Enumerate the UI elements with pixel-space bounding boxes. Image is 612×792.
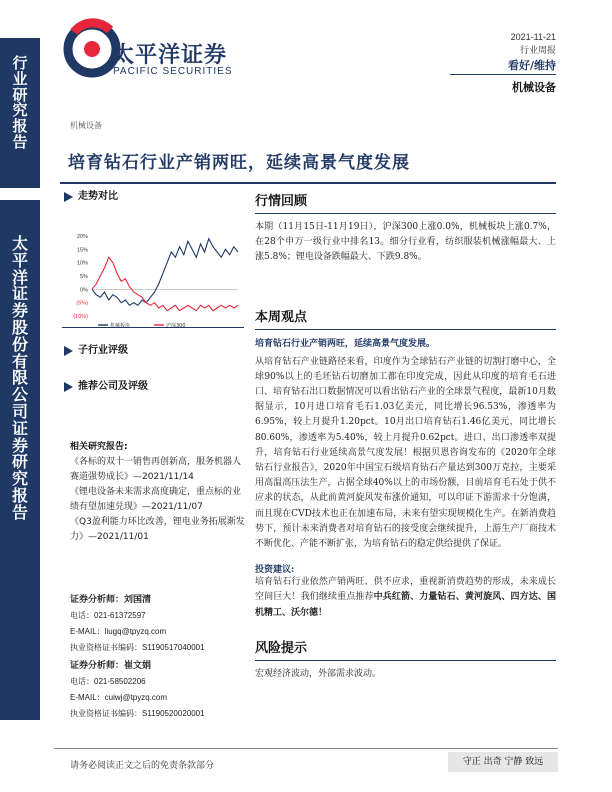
related-report-item[interactable]: 《各标的双十一销售再创新高，服务机器人赛道强势成长》—2021/11/14 [70, 457, 242, 482]
investment-advice-heading: 投资建议: [255, 565, 295, 576]
weekly-view-heading: 本周观点 [255, 309, 308, 325]
right-column [255, 190, 556, 682]
company-motto: 守正 出奇 宁静 致远 [448, 752, 558, 772]
trend-chart-svg [62, 208, 244, 328]
related-report-item[interactable]: 《Q3盈利能力环比改善，锂电业务拓展渐发力》—2021/11/01 [70, 517, 245, 542]
sidebar-char: 告 [11, 502, 28, 522]
sidebar-char: 究 [11, 469, 28, 489]
sidebar-char: 研 [12, 85, 28, 104]
weekly-view-subtitle: 培育钻石行业产销两旺，延续高景气度发展。 [255, 338, 436, 349]
breadcrumb: 机械设备 [70, 121, 102, 130]
sidebar-char: 证 [11, 284, 28, 304]
section-divider [255, 329, 556, 330]
y-tick-label: 15% [76, 247, 88, 254]
series-line [92, 239, 238, 306]
related-heading: 相关研究报告: [70, 442, 128, 452]
section-divider [255, 213, 556, 214]
investment-advice-text: 培育钻石行业依然产销两旺、供不应求，重视新消费趋势的形成，未来成长空间巨大！我们继续重点推荐中兵红箭、力量钻石、黄河旋风、四方达、国机精工、沃尔德！ [255, 577, 556, 618]
sidebar-top-text [0, 56, 40, 151]
analyst-phone: 电话：021-61372597 [70, 611, 146, 620]
analyst-email[interactable]: E-MAIL：liugq@tpyzq.com [70, 627, 167, 636]
sidebar-char: 证 [11, 418, 28, 438]
report-meta [508, 30, 556, 73]
analyst-phone: 电话：021-58502206 [70, 677, 146, 686]
industry-rating: 看好/维持 [507, 59, 556, 72]
logo-text-cn: 太平洋证券 [112, 43, 228, 68]
legend-label: 沪深300 [166, 323, 186, 328]
analyst-heading: 证券分析师：崔文娟 [70, 661, 152, 671]
market-review-text: 本期（11月15日-11月19日），沪深300上涨0.0%，机械板块上涨0.7%，在28个申万一级行业中排名13。细分行业看，纺织服装机械涨幅最大、上涨5.8%；锂电设备跌幅最大、下跌9.8%。 [255, 222, 556, 263]
y-tick-label: 10% [76, 260, 88, 267]
market-review-heading: 行情回顾 [255, 194, 308, 209]
sidebar-char: 公 [11, 385, 28, 405]
header-divider [450, 74, 556, 75]
triangle-bullet-icon [64, 382, 73, 392]
sub-rating-heading: 子行业评级 [62, 344, 244, 358]
section-divider [255, 660, 556, 661]
recommended-stocks: 中兵红箭、力量钻石、黄河旋风、四方达、国机精工、沃尔德！ [255, 592, 556, 618]
y-tick-label: (10%) [73, 314, 88, 320]
sidebar-char: 券 [11, 435, 28, 455]
sidebar-char: 研 [11, 452, 28, 472]
sidebar-char: 业 [12, 69, 28, 88]
stocks-heading: 推荐公司及评级 [62, 380, 244, 394]
sidebar-char: 限 [11, 368, 28, 388]
analyst-license: 执业资格证书编码：S1190517040001 [70, 643, 205, 652]
sidebar-char: 行 [12, 54, 28, 72]
sidebar-char: 股 [11, 317, 28, 337]
sidebar-char: 份 [11, 334, 28, 354]
sector-name: 机械设备 [512, 81, 556, 94]
analyst-heading: 证券分析师：刘国清 [70, 595, 152, 605]
sidebar-bottom-text [0, 236, 40, 522]
report-date: 2021-11-21 [510, 32, 556, 42]
legend-label: 机械板块 [110, 323, 131, 328]
trend-chart [62, 208, 244, 328]
related-report-item[interactable]: 《锂电设备未来需求高度确定，重点标的业绩有望加速兑现》—2021/11/07 [70, 487, 242, 512]
sidebar-char: 告 [12, 132, 28, 151]
triangle-bullet-icon [64, 346, 73, 356]
title-divider [60, 182, 556, 184]
left-column [62, 190, 244, 394]
sidebar-report-type [0, 38, 40, 188]
sidebar-company [0, 200, 40, 720]
triangle-bullet-icon [64, 192, 73, 202]
series-line [92, 257, 238, 310]
trend-heading: 走势对比 [62, 190, 244, 204]
weekly-view-text: 从培育钻石产业链路径来看，印度作为全球钻石产业链的切割打磨中心，全球90%以上的毛坯钻石切磨加工都在印度完成，因此从印度的培育毛石进口、培育钻石出口数据情况可以看出钻石产业的全球景气程度，最新10月数据显示，10月进口培育毛石1.03亿美元，同比增长96.53%，渗透率为6.95%，较上月提升1.20pct。10月出口培育钻石1.46亿美元，同比增长80.60%，渗透率为5.40%，较上月提升0.62pct。进口、出口渗透率双提升，培育钻石行业延续高景气度发展！根据贝恩咨询发布的《2020年全球钻石行业报告》，2020年中国宝石级培育钻石产量达到300万克拉，主要采用高温高压法生产，占据全球40%以上的市场份额，目前培育毛石处于供不应求的状态，从此前黄河旋风发布涨价通知，可以印证下游需求十分饱满，而且现在CVD技术也正在加速布局，未来有望实现规模化生产。在新消费趋势下，预计未来消费者对培育钻石的接受度会继续提升，上游生产厂商技术不断优化、产能不断扩张，为培育钻石的稳定供给提供了保证。 [255, 356, 556, 550]
sidebar-char: 究 [12, 101, 28, 120]
sidebar [0, 0, 48, 792]
sidebar-char: 洋 [11, 267, 28, 287]
report-title: 培育钻石行业产销两旺，延续高景气度发展 [68, 153, 410, 173]
sidebar-char: 司 [11, 401, 28, 421]
sidebar-char: 报 [12, 117, 28, 135]
y-tick-label: 0% [80, 287, 88, 294]
sidebar-char: 有 [11, 351, 28, 371]
y-tick-label: 5% [80, 274, 88, 280]
risk-heading: 风险提示 [255, 640, 308, 656]
sidebar-char: 报 [11, 485, 28, 505]
analyst-email[interactable]: E-MAIL：cuiwj@tpyzq.com [70, 693, 168, 702]
logo-text-en: PACIFIC SECURITIES [113, 66, 233, 77]
sidebar-char: 平 [11, 250, 28, 270]
analyst-card [70, 658, 250, 722]
risk-text: 宏观经济波动，外部需求波动。 [255, 668, 382, 679]
sidebar-char: 券 [11, 301, 28, 321]
disclaimer-note: 请务必阅读正文之后的免责条款部分 [70, 761, 215, 771]
y-tick-label: 20% [76, 234, 88, 240]
sidebar-char: 太 [11, 234, 28, 253]
y-tick-label: (5%) [76, 300, 88, 307]
footer-divider [54, 748, 558, 749]
analyst-card [70, 592, 250, 656]
related-reports [70, 440, 246, 545]
report-type: 行业周报 [519, 46, 556, 56]
analyst-license: 执业资格证书编码：S1190520020001 [70, 709, 205, 718]
